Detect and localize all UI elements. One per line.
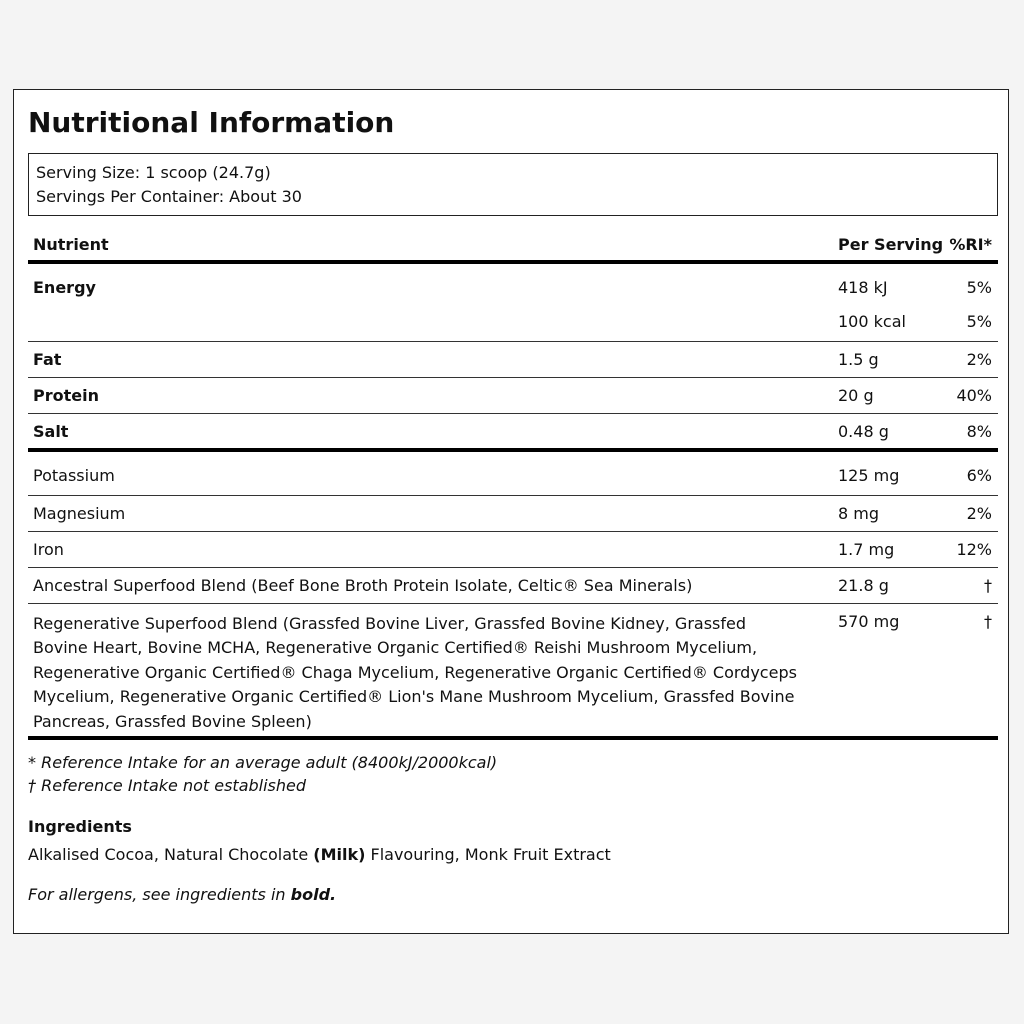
nutrient-name: Ancestral Superfood Blend (Beef Bone Broth Protein Isolate, Celtic® Sea Minerals) [33,576,693,595]
ingredients-title: Ingredients [28,817,132,836]
nutrient-name: Potassium [33,466,115,485]
page-title: Nutritional Information [28,106,395,139]
allergen-ingredient: (Milk) [313,845,366,864]
nutrient-ri: † [984,576,992,595]
nutrition-table [28,230,998,740]
energy-kcal-ri: 5% [966,312,992,331]
energy-kcal: 100 kcal [838,312,906,331]
blend-line: Regenerative Organic Certified® Chaga Mycelium, Regenerative Organic Certified® Cordyceps [33,662,797,682]
nutrient-name [33,612,833,734]
table-row-ancestral-blend [28,568,998,604]
header-per-serving: Per Serving [838,235,944,254]
nutrient-name: Energy [33,278,96,297]
allergen-note-text: For allergens, see ingredients in [28,885,291,904]
ingredients-part: Alkalised Cocoa, Natural Chocolate [28,845,314,864]
serving-info-box [28,153,998,216]
table-row-regenerative-blend [28,604,998,740]
nutrition-panel [13,89,1009,934]
nutrient-amount: 570 mg [838,612,900,631]
header-ri: %RI* [949,235,992,254]
nutrient-ri: 2% [966,504,992,523]
servings-per-container: Servings Per Container: About 30 [36,187,302,206]
table-row-protein [28,378,998,414]
blend-line: Pancreas, Grassfed Bovine Spleen) [33,711,312,731]
footnote-dagger: † Reference Intake not established [28,776,307,795]
ingredients-part: Flavouring, Monk Fruit Extract [365,845,611,864]
table-row-salt [28,414,998,452]
nutrient-amount: 1.7 mg [838,540,895,559]
footnote-ri: * Reference Intake for an average adult (8400kJ/2000kcal) [28,753,498,772]
blend-line: Regenerative Superfood Blend (Grassfed Bovine Liver, Grassfed Bovine Kidney, Grassfed [33,614,747,633]
allergen-note [28,885,336,904]
nutrient-ri: 12% [956,540,992,559]
header-nutrient: Nutrient [33,235,109,254]
nutrient-amount: 20 g [838,386,874,405]
energy-kj-ri: 5% [966,278,992,297]
nutrient-amount: 125 mg [838,466,900,485]
footnotes [28,751,497,797]
energy-kj: 418 kJ [838,278,888,297]
table-row-fat [28,342,998,378]
nutrient-ri: † [984,612,992,631]
nutrient-name: Salt [33,422,69,441]
nutrient-name: Fat [33,350,62,369]
nutrient-amount: 0.48 g [838,422,889,441]
nutrient-name: Protein [33,386,99,405]
nutrient-amount: 8 mg [838,504,880,523]
nutrient-ri: 2% [966,350,992,369]
ingredients-text [28,845,611,864]
table-row-magnesium [28,496,998,532]
nutrient-amount: 21.8 g [838,576,889,595]
table-header [28,230,998,264]
nutrient-ri: 8% [966,422,992,441]
nutrient-name: Iron [33,540,64,559]
blend-line: Bovine Heart, Bovine MCHA, Regenerative Organic Certified® Reishi Mushroom Mycelium, [33,638,758,658]
table-row-potassium [28,452,998,496]
nutrient-ri: 6% [966,466,992,485]
nutrient-ri: 40% [956,386,992,405]
table-row-iron [28,532,998,568]
blend-line: Mycelium, Regenerative Organic Certified® Lion's Mane Mushroom Mycelium, Grassfed Bovine [33,687,795,707]
nutrient-name: Magnesium [33,504,126,523]
nutrient-amount: 1.5 g [838,350,879,369]
serving-size: Serving Size: 1 scoop (24.7g) [36,163,271,182]
allergen-note-bold: bold. [290,885,337,904]
table-row-energy [28,264,998,342]
